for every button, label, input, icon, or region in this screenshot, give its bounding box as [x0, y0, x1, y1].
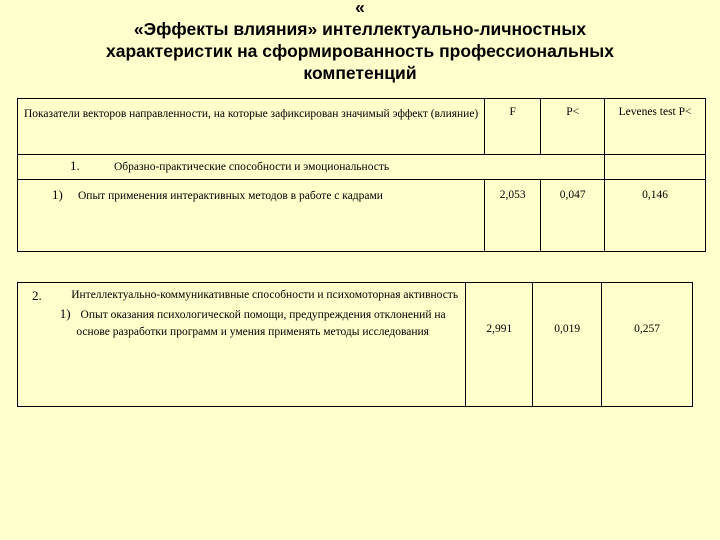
data-row [18, 180, 706, 252]
row-levene: 0,146 [605, 180, 706, 252]
row2-label: Опыт оказания психологической помощи, предупреждения отклонений на основе разработки программ и умения применять методы исследования [76, 308, 446, 338]
row-p: 0,047 [541, 180, 605, 252]
header-row [18, 99, 706, 155]
section-number: 1. [70, 158, 80, 173]
row2-p: 0,019 [533, 283, 602, 407]
row-label: Опыт применения интерактивных методов в работе с кадрами [78, 190, 383, 202]
section2-number: 2. [32, 288, 42, 303]
row2-f: 2,991 [466, 283, 533, 407]
row2-text [32, 305, 459, 342]
slide-title [40, 0, 680, 84]
section-cell [18, 155, 541, 180]
row-label-cell [18, 180, 485, 252]
title-line-1: « [355, 0, 365, 17]
header-indicator: Показатели векторов направленности, на которые зафиксирован значимый эффект (влияние) [18, 99, 485, 155]
row-f: 2,053 [485, 180, 541, 252]
row2-levene: 0,257 [602, 283, 693, 407]
results-table-2 [17, 282, 693, 407]
section2-line [32, 287, 459, 305]
results-table-1 [17, 98, 706, 252]
row-number: 1) [52, 187, 63, 202]
title-line-2: «Эффекты влияния» интеллектуально-личностных [133, 19, 587, 39]
section-label: Образно-практические способности и эмоциональность [114, 161, 390, 173]
data-row-2 [18, 283, 693, 407]
header-f: F [485, 99, 541, 155]
title-line-3: характеристик на сформированность профессиональных [106, 41, 614, 61]
section2-label: Интеллектуально-коммуникативные способности и психомоторная активность [71, 289, 459, 301]
header-p: P< [541, 99, 605, 155]
row2-label-cell [18, 283, 466, 407]
section-row [18, 155, 706, 180]
row2-number: 1) [59, 305, 71, 321]
title-line-4: компетенций [303, 63, 417, 83]
header-levene: Levenes test P< [605, 99, 706, 155]
